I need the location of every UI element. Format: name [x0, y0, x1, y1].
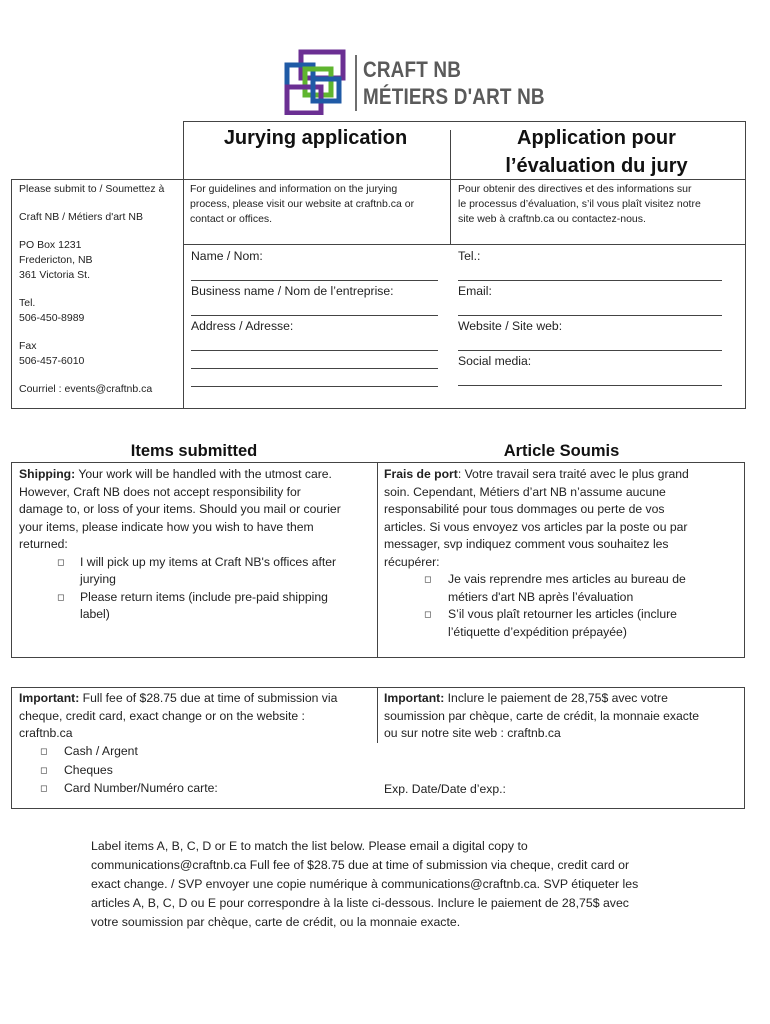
craft-nb-logo-mark-icon	[283, 49, 349, 115]
frais-text: : Votre travail sera traité avec le plus grand	[457, 467, 689, 481]
payment-en-text: Full fee of $28.75 due at time of submission via	[79, 691, 338, 705]
checkbox-pickup[interactable]: ◻	[57, 556, 65, 567]
option-card-text: Card Number/Numéro carte:	[64, 781, 218, 795]
guidelines-french	[458, 182, 744, 227]
guidelines-en-line: For guidelines and information on the jurying	[190, 183, 398, 195]
payment-en-text: cheque, credit card, exact change or on the website :	[19, 708, 305, 723]
website-field-label: Website / Site web:	[458, 319, 563, 333]
social-field-label: Social media:	[458, 354, 532, 368]
frais-text: messager, svp indiquez comment vous souhaitez les	[384, 537, 669, 551]
frais-text: soin. Cependant, Métiers d’art NB n’assume aucune	[384, 484, 666, 499]
option-reprendre-text: métiers d'art NB après l’évaluation	[448, 589, 634, 604]
tel-field[interactable]	[458, 280, 722, 281]
items-column-divider	[377, 462, 378, 658]
website-field[interactable]	[458, 350, 722, 351]
option-pickup-text: jurying	[80, 572, 116, 586]
payment-en-text: craftnb.ca	[19, 726, 73, 740]
guidelines-fr-line: le processus d’évaluation, s’il vous plaît visitez notre	[458, 198, 701, 210]
craft-nb-logo	[283, 49, 545, 119]
shipping-text: returned:	[19, 537, 68, 551]
logo-divider	[355, 55, 357, 111]
address-line-1: PO Box 1231	[19, 239, 82, 251]
tel-number: 506-450-8989	[19, 312, 85, 324]
business-field-label: Business name / Nom de l’entreprise:	[191, 284, 394, 298]
important-label-en: Important:	[19, 691, 80, 705]
payment-column-divider	[377, 687, 378, 743]
important-label-fr: Important:	[384, 691, 445, 705]
name-field-label: Name / Nom:	[191, 249, 263, 263]
frais-label: Frais de port	[384, 467, 458, 481]
option-reprendre-text: Je vais reprendre mes articles au bureau de	[448, 572, 686, 586]
option-return-text: label)	[80, 607, 110, 621]
address-field-line-1[interactable]	[191, 350, 438, 351]
payment-fr-text: Inclure le paiement de 28,75$ avec votre	[444, 691, 668, 705]
footer-line: communications@craftnb.ca Full fee of $28.75 due at time of submission via cheque, credit card or	[91, 858, 630, 872]
guidelines-en-line: process, please visit our website at craftnb.ca or	[190, 198, 415, 210]
footer-line: Label items A, B, C, D or E to match the list below. Please email a digital copy to	[91, 839, 528, 853]
payment-english	[19, 690, 375, 743]
address-field-line-2[interactable]	[191, 368, 438, 369]
guidelines-fr-line: site web à craftnb.ca ou contactez-nous.	[458, 213, 646, 225]
option-retourner-text: S’il vous plaît retourner les articles (inclure	[448, 607, 677, 621]
header-english: Jurying application	[223, 127, 408, 149]
name-field[interactable]	[191, 280, 438, 281]
frais-text: récupérer:	[384, 554, 440, 569]
payment-french	[384, 690, 744, 743]
org-name: Craft NB / Métiers d'art NB	[19, 211, 143, 223]
shipping-english	[19, 466, 375, 624]
guidelines-english	[190, 182, 448, 227]
header-mid-divider	[450, 130, 451, 179]
guidelines-en-line: contact or offices.	[190, 213, 273, 225]
option-pickup-text: I will pick up my items at Craft NB's offices after	[80, 554, 337, 569]
checkbox-cash[interactable]: ◻	[40, 746, 48, 756]
header-french	[450, 124, 743, 180]
footer-line: exact change. / SVP envoyer une copie numérique à communications@craftnb.ca. SVP étiqueter les	[91, 877, 639, 891]
email-field[interactable]	[458, 315, 722, 316]
contact-email: Courriel : events@craftnb.ca	[19, 383, 153, 395]
address-field-line-3[interactable]	[191, 386, 438, 387]
checkbox-retourner[interactable]: ◻	[424, 609, 432, 619]
footer-instructions	[91, 837, 751, 932]
fax-number: 506-457-6010	[19, 355, 85, 367]
checkbox-cheques[interactable]: ◻	[40, 764, 48, 775]
header-right-border	[745, 121, 746, 179]
header-french-line2: l’évaluation du jury	[505, 155, 688, 177]
shipping-text: damage to, or loss of your items. Should you mail or courier	[19, 502, 341, 516]
shipping-text: your items, please indicate how you wish to have them	[19, 519, 314, 534]
tel-label: Tel.	[19, 297, 36, 309]
address-line-2: Fredericton, NB	[19, 254, 93, 266]
checkbox-reprendre[interactable]: ◻	[424, 574, 432, 584]
header-left-border	[183, 121, 184, 179]
email-field-label: Email:	[458, 284, 492, 298]
footer-line: votre soumission par chèque, carte de crédit, ou la monnaie exacte.	[91, 915, 461, 929]
guidelines-column-divider	[450, 179, 451, 245]
option-return-text: Please return items (include pre-paid shipping	[80, 589, 328, 604]
payment-fr-text: soumission par chèque, carte de crédit, la monnaie exacte	[384, 708, 700, 723]
tel-field-label: Tel.:	[458, 249, 481, 263]
shipping-text: However, Craft NB does not accept responsibility for	[19, 484, 301, 499]
option-cheques-text: Cheques	[64, 762, 113, 777]
contact-column	[19, 182, 181, 397]
shipping-french	[384, 466, 744, 641]
business-field[interactable]	[191, 315, 438, 316]
social-field[interactable]	[458, 385, 722, 386]
frais-text: responsabilité pour tous dommages ou perte de vos	[384, 502, 665, 516]
header-top-border	[183, 121, 746, 122]
shipping-text: Your work will be handled with the utmost care.	[75, 467, 332, 481]
checkbox-card[interactable]: ◻	[40, 783, 48, 793]
logo-text-line1: CRAFT NB	[363, 57, 462, 82]
address-field-label: Address / Adresse:	[191, 319, 294, 333]
footer-line: articles A, B, C, D ou E pour correspondre à la liste ci-dessous. Inclure le paiement de 28,75$ avec	[91, 896, 629, 910]
payment-options	[40, 743, 370, 798]
contact-column-divider	[183, 179, 184, 409]
shipping-label: Shipping:	[19, 467, 76, 481]
header-french-line1: Application pour	[517, 127, 676, 149]
payment-fr-text: ou sur notre site web : craftnb.ca	[384, 726, 561, 740]
option-retourner-text: l’étiquette d’expédition prépayée)	[448, 624, 627, 639]
logo-text-line2: MÉTIERS D'ART NB	[363, 84, 545, 109]
frais-text: articles. Si vous envoyez vos articles par la poste ou par	[384, 519, 688, 534]
guidelines-bottom-divider	[183, 244, 746, 245]
items-title-english: Items submitted	[130, 442, 258, 460]
address-line-3: 361 Victoria St.	[19, 269, 91, 281]
option-cash-text: Cash / Argent	[64, 744, 138, 758]
guidelines-fr-line: Pour obtenir des directives et des informations sur	[458, 183, 692, 195]
submit-to-label: Please submit to / Soumettez à	[19, 183, 165, 195]
checkbox-return[interactable]: ◻	[57, 591, 65, 602]
exp-date-label: Exp. Date/Date d’exp.:	[384, 782, 506, 796]
fax-label: Fax	[19, 340, 37, 352]
items-title-french: Article Soumis	[503, 442, 620, 460]
